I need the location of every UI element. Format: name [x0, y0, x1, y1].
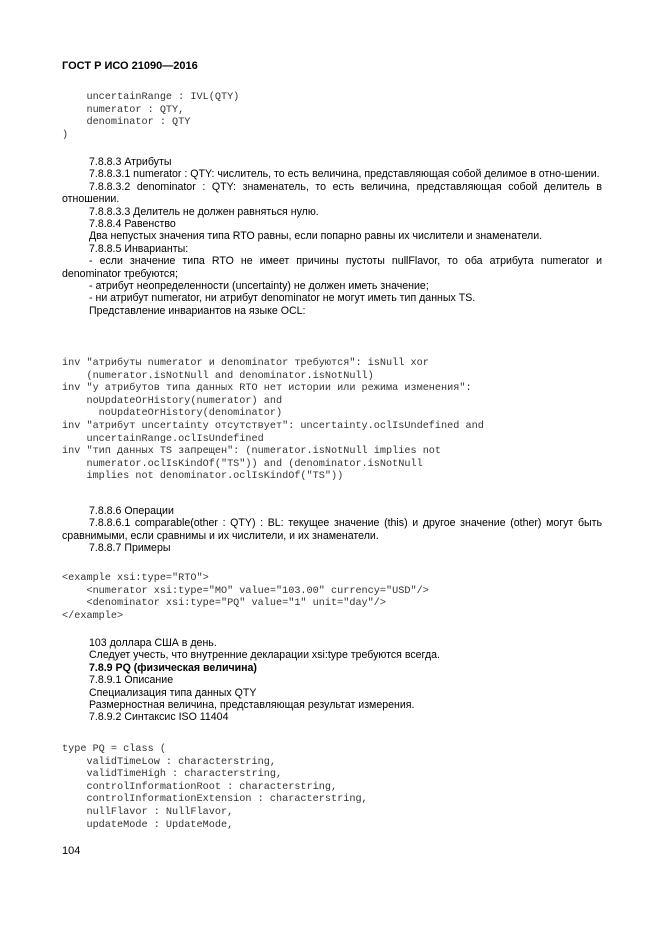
- paragraph-specialization: Специализация типа данных QTY: [89, 686, 257, 699]
- code-line: nullFlavor : NullFlavor,: [62, 806, 234, 818]
- code-line: inv "атрибут uncertainty отсутствует": uncertainty.oclIsUndefined and: [62, 420, 484, 432]
- paragraph-example-caption: 103 доллара США в день.: [89, 637, 217, 649]
- paragraph-ocl: Представление инвариантов на языке OCL:: [89, 304, 306, 317]
- code-block-ocl-invariants: [62, 358, 622, 484]
- code-line: </example>: [62, 610, 124, 622]
- heading-pq: 7.8.9 PQ (физическая величина): [89, 661, 257, 674]
- list-item: - атрибут неопределенности (uncertainty) не должен иметь значение;: [89, 280, 429, 293]
- page-number: 104: [62, 845, 81, 857]
- document-header: ГОСТ Р ИСО 21090—2016: [62, 60, 198, 72]
- code-line: validTimeLow : characterstring,: [62, 756, 276, 768]
- paragraph-denominator: 7.8.8.3.2 denominator : QTY: знаменатель, то есть величина, представляющая собой делитель в отношении.: [62, 180, 602, 206]
- heading-examples: 7.8.8.7 Примеры: [89, 542, 171, 555]
- code-line: uncertainRange : IVL(QTY): [62, 92, 240, 103]
- section-rto-attributes: [62, 156, 602, 317]
- code-block-rto-tail: [62, 92, 622, 142]
- code-line: <denominator xsi:type="PQ" value="1" unit="day"/>: [62, 598, 387, 610]
- code-line: ): [62, 129, 69, 141]
- code-line: noUpdateOrHistory(numerator) and: [62, 395, 283, 407]
- paragraph-comparable: 7.8.8.6.1 comparable(other : QTY) : BL: текущее значение (this) и другое значение (other) могут быть сравнимыми, если сравнимы и их числители, и их знаменатели.: [62, 517, 602, 542]
- code-line: controlInformationExtension : characterstring,: [62, 794, 368, 806]
- code-line: denominator : QTY: [62, 117, 191, 129]
- heading-equality: 7.8.8.4 Равенство: [89, 218, 176, 231]
- paragraph-equality: Два непустых значения типа RTO равны, если попарно равны их числители и знаменатели.: [89, 230, 543, 243]
- paragraph-nonzero: 7.8.8.3.3 Делитель не должен равняться нулю.: [89, 205, 319, 218]
- code-line: updateMode : UpdateMode,: [62, 819, 234, 831]
- code-line: <example xsi:type="RTO">: [62, 573, 209, 584]
- code-line: inv "атрибуты numerator и denominator требуются": isNull xor: [62, 358, 429, 369]
- heading-description: 7.8.9.1 Описание: [89, 674, 174, 687]
- code-line: numerator.oclIsKindOf("TS")) and (denominator.isNotNull: [62, 458, 423, 470]
- paragraph-xsi-note: Следует учесть, что внутренние декларации xsi:type требуются всегда.: [89, 649, 440, 662]
- heading-attributes: 7.8.8.3 Атрибуты: [89, 156, 172, 168]
- code-line: (numerator.isNotNull and denominator.isNotNull): [62, 370, 374, 382]
- paragraph-numerator: 7.8.8.3.1 numerator : QTY: числитель, то есть величина, представляющая собой делимое в отно-шении.: [89, 168, 600, 181]
- heading-invariants: 7.8.8.5 Инварианты:: [89, 242, 189, 255]
- code-line: numerator : QTY,: [62, 104, 185, 116]
- code-line: validTimeHigh : characterstring,: [62, 769, 283, 781]
- code-block-xml-example: [62, 573, 622, 623]
- code-line: uncertainRange.oclIsUndefined: [62, 433, 264, 445]
- paragraph-dimensioned: Размерностная величина, представляющая результат измерения.: [89, 699, 415, 712]
- heading-syntax: 7.8.9.2 Синтаксис ISO 11404: [89, 711, 229, 724]
- section-rto-operations: [62, 505, 602, 555]
- code-line: <numerator xsi:type="MO" value="103.00" currency="USD"/>: [62, 585, 429, 597]
- list-item: - если значение типа RTO не имеет причины пустоты nullFlavor, то оба атрибута numerator и denominator требуются;: [62, 255, 602, 280]
- code-line: controlInformationRoot : characterstring,: [62, 781, 338, 793]
- code-line: noUpdateOrHistory(denominator): [62, 408, 283, 420]
- heading-operations: 7.8.8.6 Операции: [89, 505, 174, 517]
- section-pq: [62, 637, 602, 724]
- list-item: - ни атрибут numerator, ни атрибут denominator не могут иметь тип данных TS.: [89, 292, 476, 305]
- code-line: implies not denominator.oclIsKindOf("TS")): [62, 471, 344, 483]
- code-line: inv "тип данных TS запрещен": (numerator.isNotNull implies not: [62, 446, 442, 458]
- code-line: inv "у атрибутов типа данных RTO нет истории или режима изменения":: [62, 383, 472, 395]
- code-line: type PQ = class (: [62, 744, 166, 755]
- code-block-pq-class: [62, 744, 622, 832]
